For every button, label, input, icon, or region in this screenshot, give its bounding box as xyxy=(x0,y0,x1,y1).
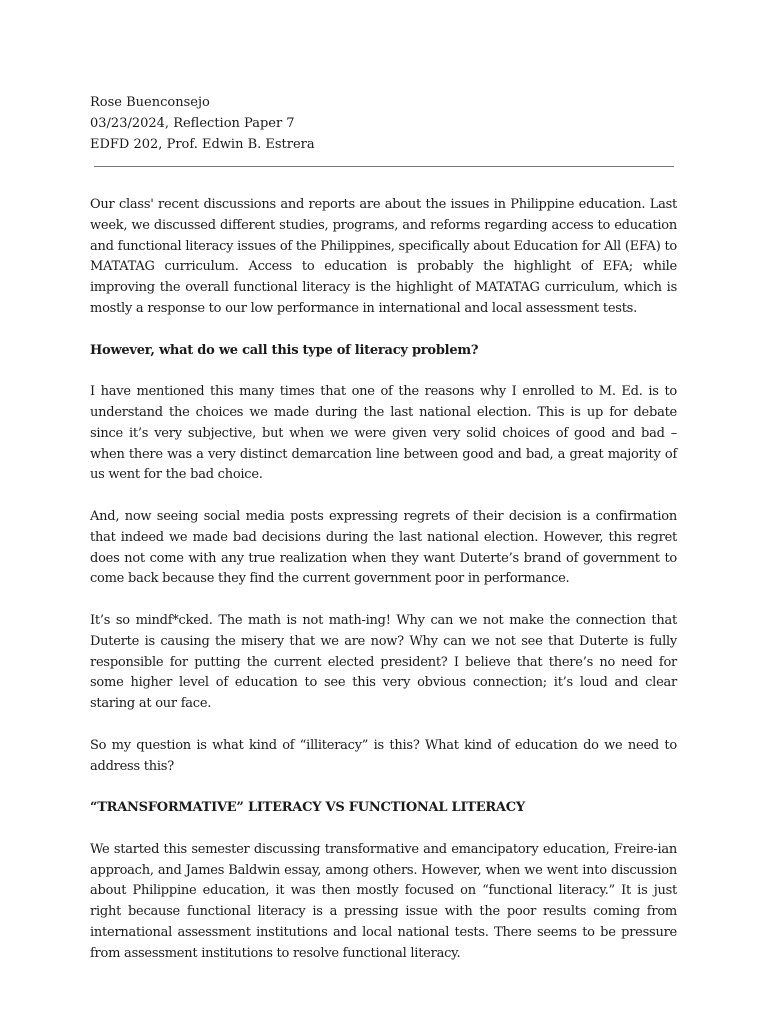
date-and-title: 03/23/2024, Reflection Paper 7 xyxy=(90,116,295,131)
question-heading: However, what do we call this type of literacy problem? xyxy=(90,342,479,358)
paragraph-intro: Our class' recent discussions and reports are about the issues in Philippine education. Last week, we discussed different studies, programs, and reforms regarding access to education and functional literacy issues of the Philippines, specifically about Education for All (EFA) to MATATAG curriculum. Access to education is probably the highlight of EFA; while improving the overall functional literacy is the highlight of MATATAG curriculum, which is mostly a response to our low performance in international and local assessment tests. xyxy=(90,197,677,316)
paragraph-connection: It’s so mindf*cked. The math is not math-ing! Why can we not make the connection that Duterte is causing the misery that we are now? Why can we not see that Duterte is fully responsible for putting the current elected president? I believe that there’s no need for some higher level of education to see this very obvious connection; it’s loud and clear staring at our face. xyxy=(90,612,677,712)
paragraph-question: So my question is what kind of “illiteracy” is this? What kind of education do we need to address this? xyxy=(90,737,677,774)
paragraph-regret: And, now seeing social media posts expressing regrets of their decision is a confirmation that indeed we made bad decisions during the last national election. However, this regret does not come with any true realization when they want Duterte’s brand of government to come back because they find the current government poor in performance. xyxy=(90,508,677,587)
course-and-professor: EDFD 202, Prof. Edwin B. Estrera xyxy=(90,137,315,152)
paragraph-election: I have mentioned this many times that one of the reasons why I enrolled to M. Ed. is to understand the choices we made during the last national election. This is up for debate since it’s very subjective, but when we were given very solid choices of good and bad – when there was a very distinct demarcation line between good and bad, a great majority of us went for the bad choice. xyxy=(90,384,677,483)
document-header xyxy=(90,92,680,155)
author-name: Rose Buenconsejo xyxy=(90,95,210,110)
header-divider xyxy=(94,166,674,167)
paragraph-semester: We started this semester discussing transformative and emancipatory education, Freire-ian approach, and James Baldwin essay, among others. However, when we went into discussion about Philippine education, it was then mostly focused on “functional literacy.” It is just right because functional literacy is a pressing issue with the poor results coming from international assessment institutions and local national tests. There seems to be pressure from assessment institutions to resolve functional literacy. xyxy=(90,841,677,961)
document-body xyxy=(90,195,677,985)
section-heading-literacy: “TRANSFORMATIVE” LITERACY VS FUNCTIONAL LITERACY xyxy=(90,800,525,816)
